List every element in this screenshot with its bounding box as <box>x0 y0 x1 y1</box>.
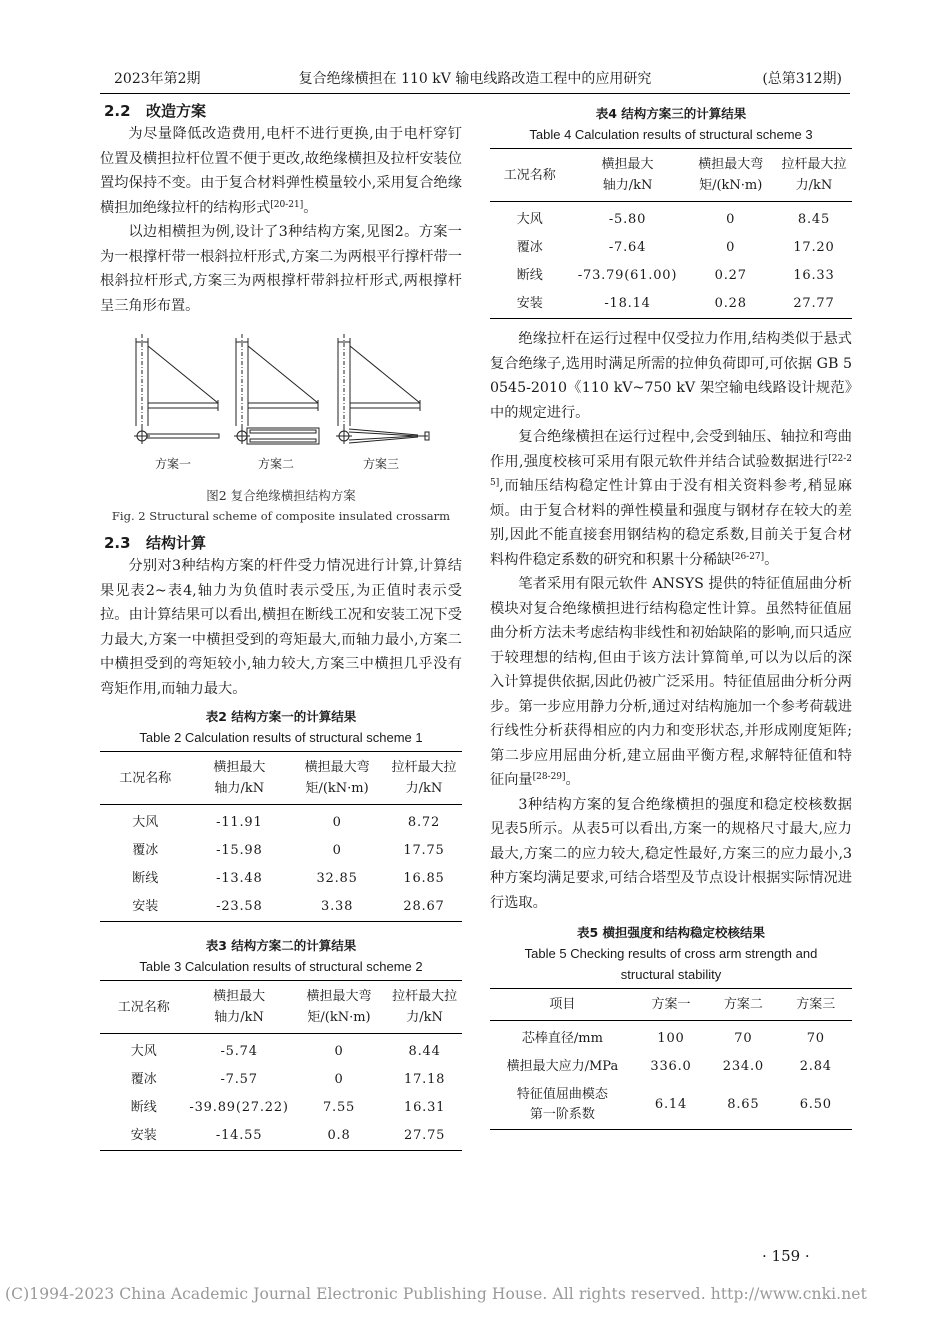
table-cell: -73.79(61.00) <box>577 268 678 283</box>
right-column <box>490 104 852 1130</box>
table-row <box>100 1066 462 1094</box>
table-cell: -7.57 <box>220 1072 258 1087</box>
table-cell: 6.50 <box>799 1097 832 1112</box>
table-2-caption-en: Table 2 Calculation results of structural scheme 1 <box>139 730 423 745</box>
table-cell: 0.28 <box>714 296 747 311</box>
table-cell: 8.45 <box>797 212 831 227</box>
table-cell: 断线 <box>132 871 159 886</box>
table-row <box>490 1053 852 1081</box>
table-row <box>100 1034 462 1067</box>
table-cell: 70 <box>806 1031 825 1046</box>
table-cell: 234.0 <box>722 1059 764 1074</box>
col-header: 方案三 <box>780 989 852 1021</box>
table-cell: 大风 <box>516 212 543 227</box>
table-row <box>100 805 462 838</box>
table-cell: -11.91 <box>216 815 263 830</box>
table-cell: 16.85 <box>403 871 445 886</box>
table-cell: 安装 <box>130 1128 157 1143</box>
table-3-caption-cn: 表3 结构方案二的计算结果 <box>205 938 357 953</box>
table-row <box>490 234 852 262</box>
table-cell: -5.74 <box>220 1044 258 1059</box>
table-4 <box>490 148 852 319</box>
table-cell: -23.58 <box>216 899 263 914</box>
table-2 <box>100 751 462 922</box>
paragraph: 以边相横担为例,设计了3种结构方案,见图2。方案一为一根撑杆带一根斜拉杆形式,方案二为两根平行撑杆带一根斜拉杆形式,方案三为两根撑杆带斜拉杆形式,两根撑杆呈三角形布置。 <box>100 224 462 314</box>
table-cell: 17.18 <box>404 1072 446 1087</box>
table-row <box>100 837 462 865</box>
table-cell: -15.98 <box>216 843 263 858</box>
table-cell: -13.48 <box>216 871 263 886</box>
table-row <box>100 893 462 922</box>
col-header: 横担最大 轴力/kN <box>187 981 290 1034</box>
table-5-caption-en-1: Table 5 Checking results of cross arm strength and <box>524 946 818 961</box>
table-cell: 28.67 <box>403 899 445 914</box>
table-cell: 覆冰 <box>516 240 543 255</box>
table-3-caption-en: Table 3 Calculation results of structural scheme 2 <box>139 959 423 974</box>
header-title: 复合绝缘横担在 110 kV 输电线路改造工程中的应用研究 <box>298 71 652 87</box>
table-cell: 0 <box>726 240 736 255</box>
table-cell: -7.64 <box>608 240 647 255</box>
table-row <box>100 1122 462 1151</box>
table-4-caption-cn: 表4 结构方案三的计算结果 <box>595 106 747 121</box>
col-header: 拉杆最大拉 力/kN <box>776 149 852 202</box>
col-header: 方案一 <box>635 989 707 1021</box>
scheme-1-diagram <box>134 334 219 444</box>
table-row <box>100 1094 462 1122</box>
col-header: 横担最大弯 矩/(kN·m) <box>288 752 386 805</box>
table-row <box>490 202 852 235</box>
table-cell: 27.75 <box>404 1128 446 1143</box>
table-cell: 覆冰 <box>130 1072 157 1087</box>
table-cell: 16.33 <box>793 268 835 283</box>
table-cell: 2.84 <box>799 1059 832 1074</box>
table-cell: 横担最大应力/MPa <box>506 1059 619 1074</box>
paragraph: 绝缘拉杆在运行过程中仅受拉力作用,结构类似于悬式复合绝缘子,选用时满足所需的拉伸负荷即可,可依据 GB 50545-2010《110 kV~750 kV 架空输电线路设计规范》中的规定进行。 <box>490 331 852 421</box>
table-cell: 特征值屈曲模态 第一阶系数 <box>516 1087 608 1122</box>
table-cell: 断线 <box>516 268 543 283</box>
table-cell: 8.65 <box>727 1097 760 1112</box>
table-3 <box>100 980 462 1151</box>
col-header: 拉杆最大拉 力/kN <box>386 752 462 805</box>
table-cell: 17.20 <box>793 240 835 255</box>
col-header: 项目 <box>490 989 635 1021</box>
table-cell: 16.31 <box>404 1100 446 1115</box>
running-header <box>100 62 850 86</box>
table-cell: 安装 <box>516 296 543 311</box>
table-cell: -14.55 <box>215 1128 263 1143</box>
table-cell: 大风 <box>132 815 159 830</box>
table-cell: 安装 <box>132 899 159 914</box>
table-cell: 0 <box>332 815 342 830</box>
copyright-notice: (C)1994-2023 China Academic Journal Electronic Publishing House. All rights reserved. http://www.cnki.net <box>5 1285 867 1303</box>
table-row <box>490 1081 852 1130</box>
table-cell: 32.85 <box>316 871 358 886</box>
table-cell: 8.72 <box>407 815 441 830</box>
scheme-1-label: 方案一 <box>154 457 192 471</box>
scheme-2-diagram <box>234 334 319 444</box>
col-header: 横担最大 轴力/kN <box>191 752 289 805</box>
col-header: 工况名称 <box>490 149 570 202</box>
table-cell: 0 <box>332 843 342 858</box>
col-header: 横担最大弯 矩/(kN·m) <box>685 149 776 202</box>
crossarm-schemes-drawing <box>100 326 462 476</box>
table-cell: 0 <box>726 212 736 227</box>
table-5-caption-cn: 表5 横担强度和结构稳定校核结果 <box>576 925 766 940</box>
table-5-caption-en-2: structural stability <box>620 967 722 982</box>
table-cell: 3.38 <box>321 899 354 914</box>
table-cell: 27.77 <box>793 296 835 311</box>
citation: [22-25] <box>490 453 852 488</box>
col-header: 方案二 <box>707 989 779 1021</box>
table-cell: 0 <box>334 1044 344 1059</box>
paragraph: 为尽量降低改造费用,电杆不进行更换,由于电杆穿钉位置及横担拉杆位置不便于更改,故绝缘横担及拉杆安装位置均保持不变。由于复合材料弹性模量较小,采用复合绝缘横担加绝缘拉杆的结构形式[20-21]。 <box>100 126 462 216</box>
table-cell: 0 <box>334 1072 344 1087</box>
table-cell: 大风 <box>130 1044 157 1059</box>
table-row <box>490 1021 852 1054</box>
figure-caption-en: Fig. 2 Structural scheme of composite insulated crossarm <box>111 509 451 523</box>
col-header: 拉杆最大拉 力/kN <box>387 981 462 1034</box>
scheme-3-label: 方案三 <box>362 457 400 471</box>
left-column <box>100 100 462 1151</box>
table-cell: -39.89(27.22) <box>189 1100 289 1115</box>
col-header: 工况名称 <box>100 752 191 805</box>
table-cell: -5.80 <box>608 212 647 227</box>
col-header: 工况名称 <box>100 981 187 1034</box>
table-4-caption-en: Table 4 Calculation results of structural scheme 3 <box>529 127 813 142</box>
table-cell: 0.8 <box>327 1128 351 1143</box>
table-row <box>100 865 462 893</box>
table-cell: 断线 <box>130 1100 157 1115</box>
header-rule <box>100 93 850 94</box>
citation: [28-29] <box>532 772 566 782</box>
header-issue: 2023年第2期 <box>114 71 201 87</box>
section-heading-2-3: 2.3 结构计算 <box>104 534 207 552</box>
scheme-2-label: 方案二 <box>257 457 295 471</box>
figure-2 <box>100 326 462 476</box>
paragraph: 分别对3种结构方案的杆件受力情况进行计算,计算结果见表2~表4,轴力为负值时表示受压,为正值时表示受拉。由计算结果可以看出,横担在断线工况和安装工况下受力最大,方案一中横担受到的弯矩最大,而轴力最小,方案二中横担受到的弯矩较小,轴力较大,方案三中横担几乎没有弯矩作用,而轴力最大。 <box>100 558 462 697</box>
table-cell: 336.0 <box>650 1059 692 1074</box>
page-number: · 159 · <box>762 1247 810 1265</box>
table-cell: 0.27 <box>714 268 747 283</box>
citation: [20-21] <box>270 199 304 210</box>
table-cell: 7.55 <box>322 1100 356 1115</box>
section-heading-2-2: 2.2 改造方案 <box>104 102 207 120</box>
paragraph: 复合绝缘横担在运行过程中,会受到轴压、轴拉和弯曲作用,强度校核可采用有限元软件并结合试验数据进行[22-25],而轴压结构稳定性计算由于没有相关资料参考,稍显麻烦。由于复合材料的弹性模量和强度与钢材存在较大的差别,因此不能直接套用钢结构的稳定系数,目前关于复合材料构件稳定系数的研究和积累十分稀缺[26-27]。 <box>490 429 852 568</box>
table-5 <box>490 988 852 1130</box>
scheme-3-diagram <box>336 334 429 444</box>
citation: [26-27] <box>731 551 765 562</box>
col-header: 横担最大弯 矩/(kN·m) <box>291 981 387 1034</box>
table-cell: 70 <box>734 1031 753 1046</box>
table-row <box>490 290 852 319</box>
table-cell: -18.14 <box>604 296 651 311</box>
table-cell: 17.75 <box>403 843 445 858</box>
table-row <box>490 262 852 290</box>
table-2-caption-cn: 表2 结构方案一的计算结果 <box>205 709 357 724</box>
col-header: 横担最大 轴力/kN <box>570 149 686 202</box>
paragraph: 笔者采用有限元软件 ANSYS 提供的特征值屈曲分析模块对复合绝缘横担进行结构稳定性计算。虽然特征值屈曲分析方法未考虑结构非线性和初始缺陷的影响,而只适应于较理想的结构,但由于该方法计算简单,可以为以后的深入计算提供依据,因此仍被广泛采用。特征值屈曲分析分两步。第一步应用静力分析,通过对结构施加一个参考荷载进行线性分析获得相应的内力和变形状态,并形成刚度矩阵;第二步应用屈曲分析,建立屈曲平衡方程,求解特征值和特征向量[28-29]。 <box>490 576 852 788</box>
figure-caption-cn: 图2 复合绝缘横担结构方案 <box>206 488 356 503</box>
table-cell: 6.14 <box>654 1097 688 1112</box>
header-volume: (总第312期) <box>762 71 842 87</box>
table-cell: 覆冰 <box>132 843 159 858</box>
table-cell: 8.44 <box>408 1044 441 1059</box>
paragraph: 3种结构方案的复合绝缘横担的强度和稳定校核数据见表5所示。从表5可以看出,方案一的规格尺寸最大,应力最大,方案二的应力较大,稳定性最好,方案三的应力最小,3种方案均满足要求,可结合塔型及节点设计根据实际情况进行选取。 <box>490 796 852 911</box>
table-cell: 100 <box>657 1031 685 1046</box>
table-cell: 芯棒直径/mm <box>521 1031 603 1046</box>
